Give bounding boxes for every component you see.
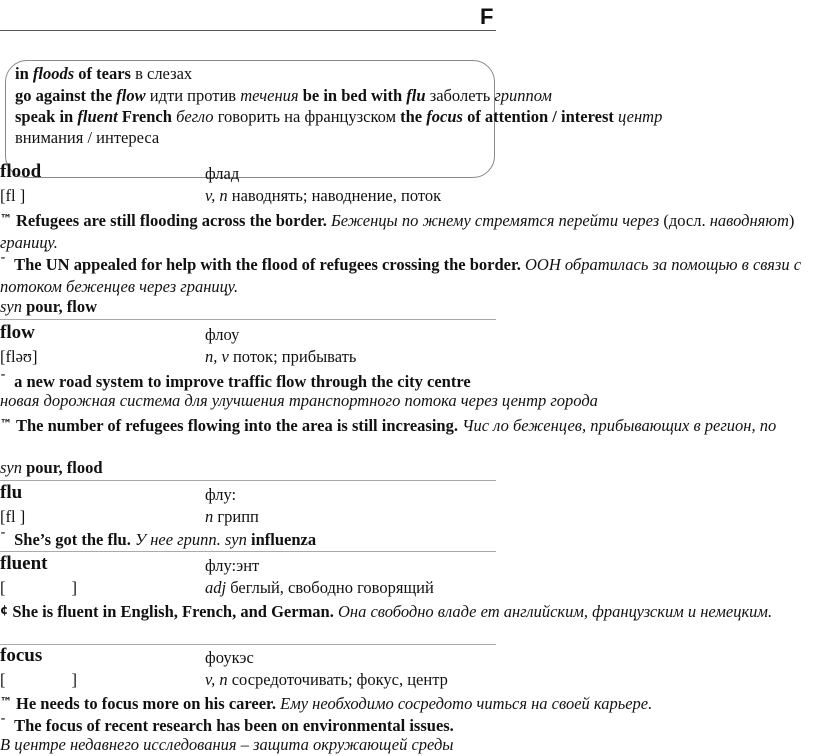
headword-flu: flu: [0, 482, 23, 503]
definition-flow: n, v поток; прибывать: [205, 347, 357, 366]
example-marker-icon: ˉ: [0, 717, 6, 731]
transcription-fluent: [ ]: [0, 578, 77, 597]
entry-divider: [0, 480, 496, 481]
definition-focus: v, n сосредоточивать; фокус, центр: [205, 670, 448, 689]
pronunciation-flow: флоу: [205, 325, 240, 344]
example-focus-2-ru: В центре недавнего исследования – защита окружающей среды: [0, 735, 454, 754]
example-flow-1-ru: новая дорожная система для улучшения транспортного потока через центр города: [0, 391, 598, 410]
transcription-flow: [fləʊ]: [0, 347, 38, 366]
idiom-line-2: go against the flow идти против течения be in bed with flu заболеть гриппом: [15, 86, 552, 105]
idiom-line-4: внимания / интереса: [15, 128, 160, 147]
transcription-flu: [fl ]: [0, 507, 26, 526]
synonyms-flow: syn pour, flood: [0, 458, 103, 477]
example-marker-icon: ™: [0, 212, 12, 226]
example-fluent-1: ¢ She is fluent in English, French, and German. Она свободно владе ет английским, французским и немецким.: [0, 602, 773, 621]
definition-flood: v, n наводнять; наводнение, поток: [205, 186, 442, 205]
definition-fluent: adj беглый, свободно говорящий: [205, 578, 434, 597]
page-letter-heading: F: [480, 4, 494, 29]
example-flow-1-en: ˉ a new road system to improve traffic flow through the city centre: [0, 372, 471, 391]
idiom-line-3: speak in fluent French бегло говорить на французском the focus of attention / interest центр: [15, 107, 663, 126]
example-marker-icon: ˉ: [0, 373, 6, 387]
transcription-focus: [ ]: [0, 670, 77, 689]
example-flood-2: ˉ The UN appealed for help with the flood of refugees crossing the border. ООН обратилась за помощью в связи с потоком беженцев через границу.: [0, 255, 802, 296]
pronunciation-fluent: флу:энт: [205, 556, 260, 575]
example-focus-1: ™ He needs to focus more on his career. Ему необходимо сосредото читься на своей карьере.: [0, 694, 653, 713]
headword-flood: flood: [0, 161, 42, 182]
example-marker-icon: ˉ: [0, 531, 6, 545]
idiom-line-1: in floods of tears в слезах: [15, 64, 193, 83]
example-marker-icon: ™: [0, 695, 12, 709]
headword-flow: flow: [0, 322, 35, 343]
example-marker-icon: ˉ: [0, 256, 6, 270]
pronunciation-flu: флу:: [205, 485, 237, 504]
example-flu-1: ˉ She’s got the flu. У нее грипп. syn influenza: [0, 530, 317, 549]
pronunciation-focus: фоукэс: [205, 648, 254, 667]
example-flow-2: ™ The number of refugees flowing into the area is still increasing. Чис ло беженцев, прибывающих в регион, по: [0, 416, 777, 435]
entry-divider: [0, 644, 496, 645]
headword-fluent: fluent: [0, 553, 48, 574]
example-marker-icon: ™: [0, 417, 12, 431]
definition-flu: n грипп: [205, 507, 259, 526]
headword-focus: focus: [0, 645, 43, 666]
example-focus-2-en: ˉ The focus of recent research has been on environmental issues.: [0, 716, 454, 735]
transcription-flood: [fl ]: [0, 186, 26, 205]
entry-divider: [0, 551, 496, 552]
example-flood-1: ™ Refugees are still flooding across the border. Беженцы по жнему стремятся перейти через (досл. наводняют) границу.: [0, 211, 795, 252]
pronunciation-flood: флад: [205, 164, 240, 183]
header-rule: [0, 30, 496, 31]
synonyms-flood: syn pour, flow: [0, 297, 98, 316]
entry-divider: [0, 319, 496, 320]
example-marker-icon: ¢: [0, 603, 9, 617]
